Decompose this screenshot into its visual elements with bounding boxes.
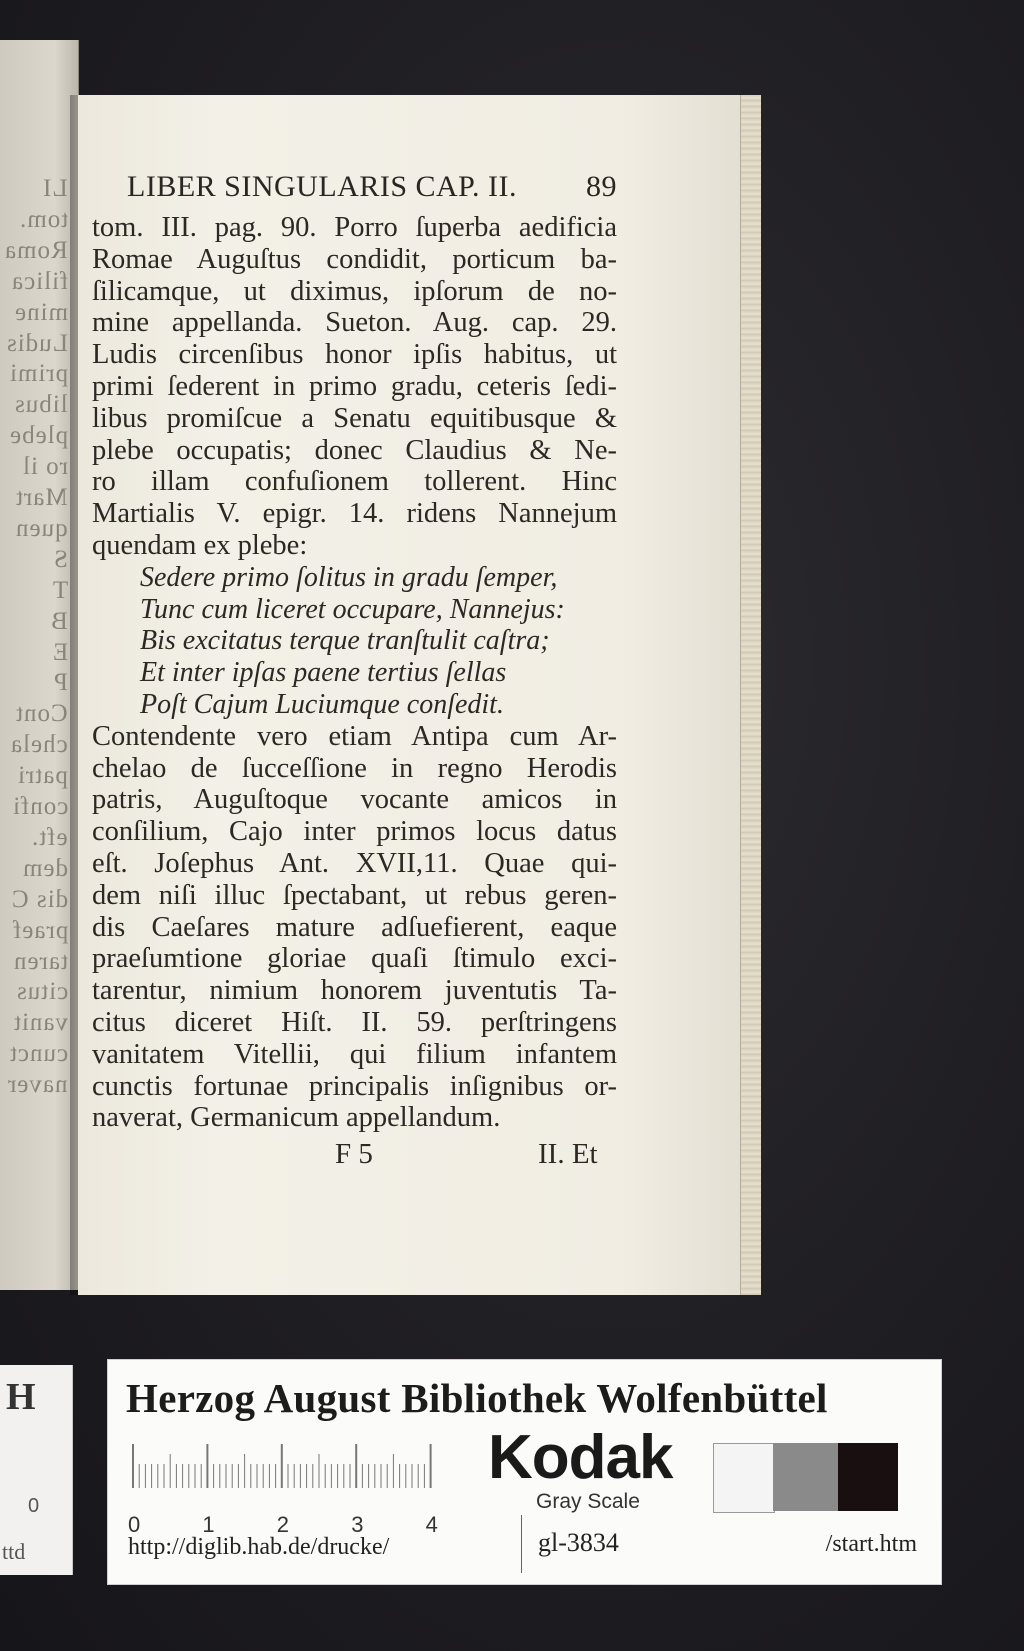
text-line: dem niſi illuc ſpectabant, ut rebus geren- xyxy=(92,879,617,911)
mirror-text-fragment: T xyxy=(51,576,68,604)
text-line: chelao de ſucceſſione in regno Herodis xyxy=(92,752,617,784)
running-head xyxy=(127,170,617,210)
mirror-text-fragment: plebe xyxy=(8,422,68,450)
library-url: http://diglib.hab.de/drucke/ xyxy=(128,1534,390,1560)
library-title: Herzog August Bibliothek Wolfenbüttel xyxy=(126,1375,828,1421)
ruler-number: 0 xyxy=(128,1512,141,1537)
shelfmark-code: gl-3834 xyxy=(538,1528,619,1557)
color-target-card xyxy=(107,1359,942,1585)
mirror-text-fragment: dem xyxy=(21,854,68,882)
mirror-text-fragment: filica xyxy=(10,267,68,295)
mirror-text-fragment: Cont xyxy=(15,700,68,728)
gray-scale-label: Gray Scale xyxy=(536,1490,640,1513)
mirror-text-fragment: libus xyxy=(14,391,68,419)
previous-card-letter: H xyxy=(6,1376,36,1418)
mirror-text-fragment: B xyxy=(50,607,68,635)
scale-ruler xyxy=(128,1442,458,1537)
text-line: primi ſederent in primo gradu, ceteris ſedi- xyxy=(92,371,617,402)
previous-target-card xyxy=(0,1365,73,1575)
text-line: praeſumtione gloriae quaſi ſtimulo exci- xyxy=(92,943,617,975)
verse-line: Bis excitatus terque tranſtulit caſtra; xyxy=(140,625,550,657)
mirror-text-fragment: Ludis xyxy=(6,329,68,357)
ruler-ticks xyxy=(128,1442,458,1492)
signature-mark: F 5 xyxy=(335,1138,373,1170)
ruler-number: 2 xyxy=(276,1512,290,1537)
previous-card-fragment: ttd xyxy=(2,1539,26,1564)
mirror-text-fragment: dis C xyxy=(10,885,68,913)
mirror-text-fragment: naver xyxy=(7,1071,68,1099)
text-line: naverat, Germanicum appellandum. xyxy=(92,1102,501,1134)
gray-patch-black xyxy=(838,1443,898,1511)
text-line: conſilium, Cajo inter primos locus datus xyxy=(92,816,617,848)
mirror-text-fragment: praef xyxy=(11,916,68,944)
mirror-text-fragment: taren xyxy=(13,947,68,975)
mirror-text-fragment: cunct xyxy=(8,1040,68,1068)
start-path: /start.htm xyxy=(825,1531,917,1557)
text-line: tom. III. pag. 90. Porro ſuperba aedificia xyxy=(92,212,617,243)
mirror-text-fragment: confi xyxy=(11,793,68,820)
text-line: libus promiſcue a Senatu equitibusque & xyxy=(92,402,617,434)
verse-line: Et inter ipſas paene tertius ſellas xyxy=(140,657,507,689)
page-fore-edge xyxy=(740,95,761,1295)
text-line: vanitatem Vitellii, qui filium infantem xyxy=(92,1038,617,1070)
text-line: Romae Auguſtus condidit, porticum ba- xyxy=(92,243,617,275)
text-line: cunctis fortunae principalis inſignibus or- xyxy=(92,1070,617,1102)
previous-card-number: 0 xyxy=(28,1495,40,1517)
text-line: ro illam confuſionem tollerent. Hinc xyxy=(92,466,617,498)
mirror-text-fragment: P xyxy=(53,669,68,697)
mirror-text-fragment: quen xyxy=(15,514,68,542)
page-number: 89 xyxy=(586,170,617,203)
verse-line: Poſt Cajum Luciumque conſedit. xyxy=(140,689,504,720)
gray-patch-white xyxy=(713,1443,775,1513)
mirror-text-fragment: patri xyxy=(17,762,68,790)
ruler-number: 4 xyxy=(425,1512,438,1537)
text-line: mine appellanda. Sueton. Aug. cap. 29. xyxy=(92,307,617,339)
text-line: plebe occupatis; donec Claudius & Ne- xyxy=(92,434,617,466)
mirror-text-fragment: Mart xyxy=(15,484,68,511)
text-line: Contendente vero etiam Antipa cum Ar- xyxy=(92,720,617,752)
gray-patch-mid xyxy=(773,1443,838,1511)
mirror-text-fragment: tom. xyxy=(18,205,68,233)
mirror-text-fragment: primi xyxy=(8,360,68,388)
kodak-logo: Kodak xyxy=(488,1423,673,1492)
mirror-text-fragment: vanit xyxy=(13,1009,68,1037)
code-divider xyxy=(521,1515,522,1573)
mirror-text-fragment: ro il xyxy=(22,453,68,481)
mirror-text-fragment: eft. xyxy=(31,823,68,851)
text-line: citus diceret Hiſt. II. 59. perſtringens xyxy=(92,1007,617,1038)
mirror-text-fragment: E xyxy=(51,638,68,666)
verse-line: Tunc cum liceret occupare, Nannejus: xyxy=(140,593,565,625)
mirror-text-fragment: Roma xyxy=(4,236,68,264)
mirror-text-fragment: LI xyxy=(42,175,68,202)
ruler-number: 1 xyxy=(202,1512,215,1537)
ruler-number: 3 xyxy=(351,1512,364,1537)
text-line: patris, Auguſtoque vocante amicos in xyxy=(92,784,617,816)
mirror-text-fragment: mine xyxy=(14,298,68,326)
running-head-title: LIBER SINGULARIS CAP. II. xyxy=(127,170,518,203)
text-line: tarentur, nimium honorem juventutis Ta- xyxy=(92,975,617,1007)
mirror-text-fragment: citus xyxy=(15,978,68,1006)
previous-page-edge xyxy=(0,40,79,1290)
mirror-text-fragment: S xyxy=(53,545,68,573)
verse-line: Sedere primo ſolitus in gradu ſemper, xyxy=(140,561,558,593)
text-line: quendam ex plebe: xyxy=(92,530,308,561)
text-line: Ludis circenſibus honor ipſis habitus, ut xyxy=(92,339,617,371)
catchword: II. Et xyxy=(538,1138,598,1170)
mirror-text-fragment: chela xyxy=(10,731,68,759)
text-line: ſilicamque, ut diximus, ipſorum de no- xyxy=(92,275,617,307)
text-line: eſt. Joſephus Ant. XVII,11. Quae qui- xyxy=(92,848,617,879)
text-line: Martialis V. epigr. 14. ridens Nannejum xyxy=(92,498,617,530)
text-line: dis Caeſares mature adſuefierent, eaque xyxy=(92,911,617,943)
